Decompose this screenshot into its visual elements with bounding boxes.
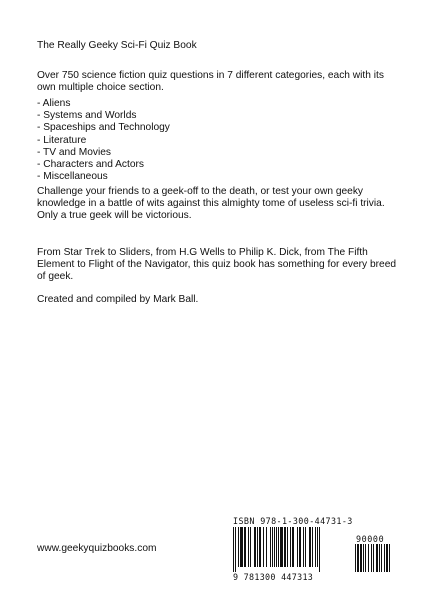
barcode-bar <box>248 527 249 567</box>
barcode-bar <box>389 544 390 572</box>
barcode-bar <box>315 527 316 567</box>
barcode-bar <box>317 527 318 567</box>
barcode-bar <box>274 527 275 567</box>
barcode-bar <box>259 527 261 567</box>
isbn-barcode <box>233 516 396 584</box>
barcode-bar <box>381 544 382 572</box>
barcode-bar <box>238 527 239 567</box>
website-url: www.geekyquizbooks.com <box>37 543 157 554</box>
barcode-bar <box>287 527 288 567</box>
barcode-bar <box>254 527 256 567</box>
barcode-bar <box>276 527 277 567</box>
barcode-bar <box>290 527 291 567</box>
barcode-bar <box>365 544 366 572</box>
barcode-bar <box>319 527 320 572</box>
barcode-bar <box>257 527 258 567</box>
category-list <box>37 98 397 183</box>
barcode-bar <box>360 544 362 572</box>
ean-digits: 9 781300 447313 <box>233 572 314 582</box>
category-item: - Aliens <box>37 98 71 109</box>
intro-paragraph: Over 750 science fiction quiz questions in 7 different categories, each with its own multiple choice section. <box>37 70 384 94</box>
barcode-bar <box>357 544 359 572</box>
category-item: - Literature <box>37 134 87 146</box>
barcode-bar <box>371 544 372 572</box>
category-item: - Characters and Actors <box>37 159 145 171</box>
barcode-bar <box>284 527 286 567</box>
category-item: - Spaceships and Technology <box>37 122 170 134</box>
from-paragraph: From Star Trek to Sliders, from H.G Wells to Philip K. Dick, from The Fifth Element to Flight of the Navigator, this quiz book has something for every breed of geek. <box>37 247 397 283</box>
addon-number: 90000 <box>356 534 385 544</box>
addon-barcode-bars <box>355 544 395 573</box>
barcode-bar <box>299 527 301 567</box>
barcode-bar <box>270 527 271 567</box>
barcode-bar <box>266 527 267 567</box>
barcode-bar <box>305 527 306 567</box>
isbn-label: ISBN 978-1-300-44731-3 <box>233 516 353 526</box>
challenge-paragraph: Challenge your friends to a geek-off to the death, or test your own geeky knowledge in a battle of wits against this almighty tome of useless sci-fi trivia. Only a true geek will be victorious. <box>37 186 385 222</box>
barcode-bar <box>278 527 279 567</box>
category-item: - Miscellaneous <box>37 171 108 183</box>
barcode-bar <box>272 527 273 567</box>
ean-barcode-bars <box>233 527 349 573</box>
barcode-bar <box>303 527 304 567</box>
credit-line: Created and compiled by Mark Ball. <box>37 294 199 305</box>
category-item: - Systems and Worlds <box>37 110 137 122</box>
barcode-bar <box>376 544 378 572</box>
barcode-bar <box>297 527 298 567</box>
barcode-bar <box>384 544 385 572</box>
barcode-bar <box>280 527 283 567</box>
barcode-bar <box>244 527 246 567</box>
barcode-bar <box>292 527 294 567</box>
barcode-bar <box>233 527 234 572</box>
barcode-bar <box>240 527 243 567</box>
category-item: - TV and Movies <box>37 146 111 158</box>
barcode-bar <box>235 527 236 572</box>
barcode-bar <box>250 527 251 567</box>
barcode-bar <box>368 544 369 572</box>
barcode-bar <box>373 544 374 572</box>
barcode-bar <box>309 527 311 567</box>
barcode-bar <box>263 527 264 567</box>
barcode-bar <box>312 527 313 567</box>
barcode-bar <box>355 544 356 572</box>
book-title: The Really Geeky Sci-Fi Quiz Book <box>37 40 197 51</box>
barcode-bar <box>379 544 380 572</box>
barcode-bar <box>363 544 364 572</box>
barcode-bar <box>386 544 388 572</box>
